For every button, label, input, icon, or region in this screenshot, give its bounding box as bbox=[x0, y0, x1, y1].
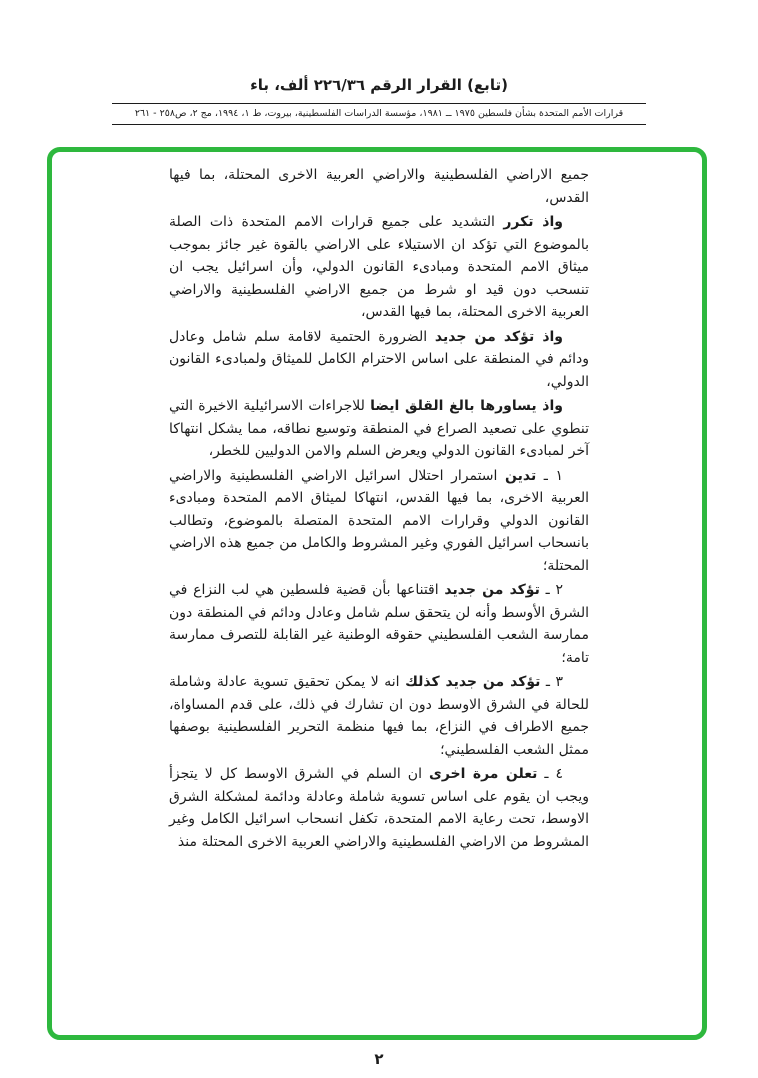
paragraph-lead: واذ تؤكد من جديد bbox=[434, 328, 564, 345]
paragraph-number: ١ ـ bbox=[536, 467, 564, 484]
paragraph-number: ٤ ـ bbox=[537, 766, 563, 782]
paragraph-number: ٢ ـ bbox=[539, 582, 563, 598]
source-citation-block bbox=[112, 103, 646, 125]
paragraph: ٣ ـ تؤكد من جديد كذلك انه لا يمكن تحقيق تسوية عادلة وشاملة للحالة في الشرق الاوسط دون ان تشارك في ذلك، على قدم المساواة، جميع الاطراف في النزاع، بما فيها منظمة التحرير الفلسطينية بوصفها ممثل الشعب الفلسطيني؛ bbox=[169, 674, 589, 758]
paragraph-lead: تؤكد من جديد كذلك bbox=[405, 674, 541, 690]
page-title: (تابع) القرار الرقم ٢٢٦/٣٦ ألف، باء bbox=[250, 76, 508, 94]
page-number: ٢ bbox=[374, 1050, 384, 1068]
document-body bbox=[169, 164, 589, 855]
paragraph: واذ تكرر التشديد على جميع قرارات الامم المتحدة ذات الصلة بالموضوع التي تؤكد ان الاستيلاء على الاراضي بالقوة غير جائز بموجب ميثاق الامم المتحدة ومبادىء القانون الدولي، وأن اسرائيل يجب ان تنسحب دون قيد او شرط من جميع الاراضي الفلسطينية والاراضي العربية الاخرى المحتلة، بما فيها القدس، bbox=[169, 214, 589, 320]
paragraph-lead: واذ يساورها بالغ القلق ايضا bbox=[370, 398, 563, 414]
paragraph: ١ ـ تدين استمرار احتلال اسرائيل الاراضي الفلسطينية والاراضي العربية الاخرى، بما فيها القدس، انتهاكا لميثاق الامم المتحدة ومبادىء القانون الدولي وقرارات الامم المتحدة المتصلة بالموضوع، وتطالب بانسحاب اسرائيل الفوري وغير المشروط والكامل من جميع هذه الاراضي المحتلة؛ bbox=[169, 467, 589, 574]
paragraph: واذ تؤكد من جديد الضرورة الحتمية لاقامة سلم شامل وعادل ودائم في المنطقة على اساس الاحترام الكامل للميثاق ولمبادىء القانون الدولي، bbox=[169, 328, 589, 390]
paragraph: ٤ ـ تعلن مرة اخرى ان السلم في الشرق الاوسط كل لا يتجزأ ويجب ان يقوم على اساس تسوية شاملة وعادلة ودائمة لمشكلة الشرق الاوسط، تحت رعاية الامم المتحدة، تكفل انسحاب اسرائيل الكامل وغير المشروط من الاراضي الفلسطينية والاراضي العربية الاخرى المحتلة منذ bbox=[169, 766, 589, 850]
paragraph-lead: تعلن مرة اخرى bbox=[428, 766, 538, 782]
paragraph-number: ٣ ـ bbox=[540, 674, 563, 690]
paragraph: واذ يساورها بالغ القلق ايضا للاجراءات الاسرائيلية الاخيرة التي تنطوي على تصعيد الصراع في المنطقة وتوسيع نطاقه، مما يشكل انتهاكا آخر لمبادىء القانون الدولي ويعرض السلم والامن الدوليين للخطر، bbox=[169, 398, 589, 459]
source-citation: قرارات الأمم المتحدة بشأن فلسطين ١٩٧٥ ــ ١٩٨١، مؤسسة الدراسات الفلسطينية، بيروت، ط ١، ١٩٩٤، مج ٢، ص٢٥٨ - ٢٦١ bbox=[134, 108, 624, 119]
paragraph-lead: واذ تكرر bbox=[503, 214, 563, 230]
paragraph-lead: تؤكد من جديد bbox=[444, 582, 540, 598]
paragraph: جميع الاراضي الفلسطينية والاراضي العربية الاخرى المحتلة، بما فيها القدس، bbox=[169, 167, 589, 206]
paragraph: ٢ ـ تؤكد من جديد اقتناعها بأن قضية فلسطين هي لب النزاع في الشرق الأوسط وأنه لن يتحقق سلم شامل وعادل ودائم في المنطقة دون ممارسة الشعب الفلسطيني حقوقه الوطنية غير القابلة للتصرف ممارسة تامة؛ bbox=[169, 582, 589, 666]
paragraph-lead: تدين bbox=[505, 467, 537, 484]
